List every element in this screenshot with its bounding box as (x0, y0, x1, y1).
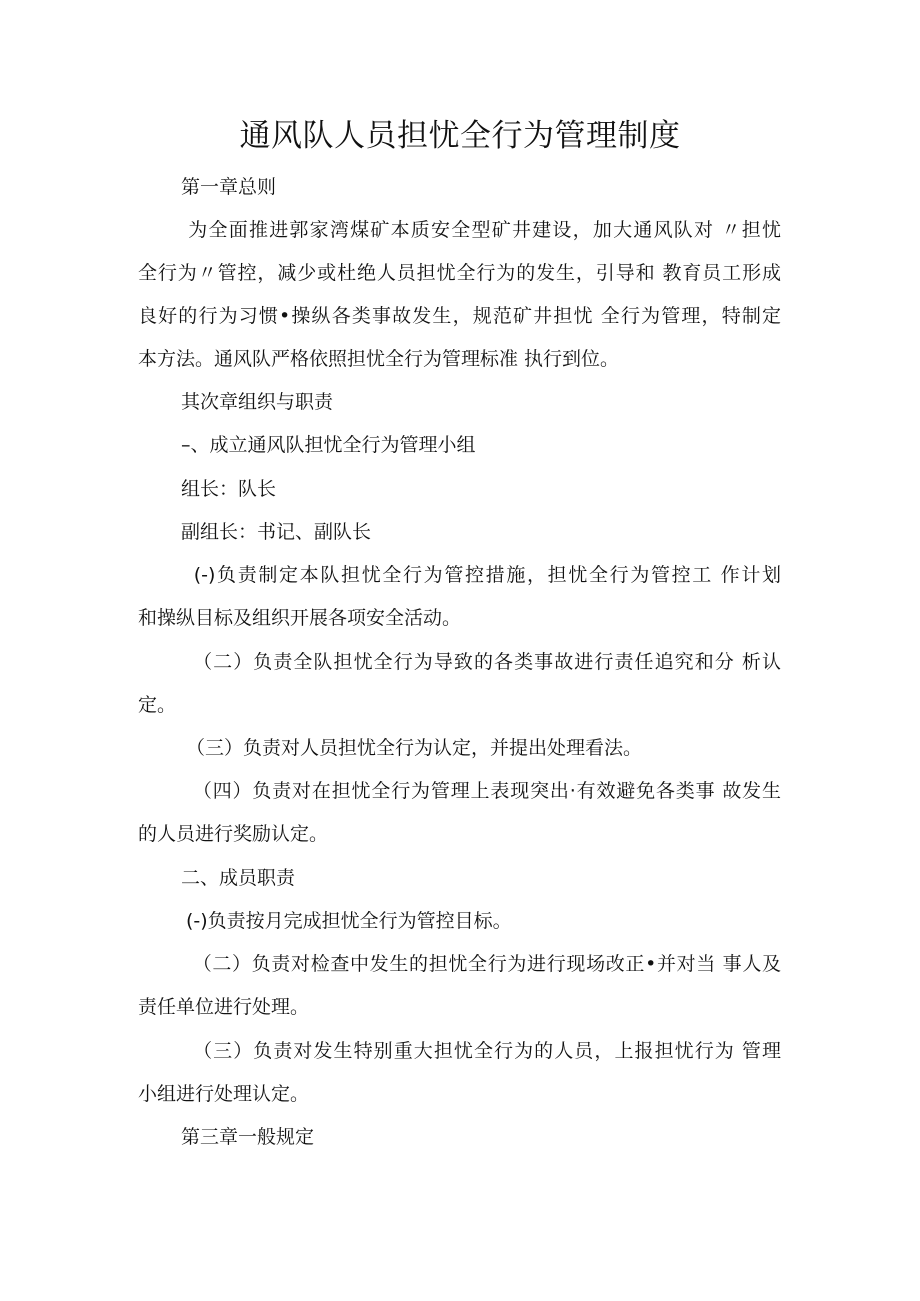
document-title: 通风队人员担忧全行为管理制度 (239, 118, 681, 154)
paragraph-line: 本方法。通风队严格依照担忧全行为管理标准 执行到位。 (138, 348, 620, 370)
paragraph-line: （二）负责全队担忧全行为导致的各类事故进行责任追究和分 析认 (186, 651, 781, 673)
chapter-heading: 第三章一般规定 (181, 1126, 315, 1148)
paragraph-line: 定。 (138, 694, 177, 716)
paragraph-line: 的人员进行奖励认定。 (138, 823, 329, 845)
paragraph-line: （四）负责对在担忧全行为管理上表现突出·有效避免各类事 故发生 (186, 780, 781, 802)
paragraph-line: （二）负责对检查中发生的担忧全行为进行现场改正•并对当 事人及 (186, 953, 781, 975)
paragraph-line: (-)负责按月完成担忧全行为管控目标。 (186, 910, 512, 932)
section-heading: –、成立通风队担忧全行为管理小组 (181, 434, 476, 456)
chapter-heading: 第一章总则 (181, 176, 277, 198)
paragraph-line: （三）负责对发生特别重大担忧全行为的人员，上报担忧行为 管理 (186, 1040, 781, 1062)
paragraph-line: （三）负责对人员担忧全行为认定，并提出处理看法。 (186, 737, 643, 759)
paragraph-line: 副组长：书记、副队长 (181, 521, 372, 543)
section-heading: 二、成员职责 (181, 867, 296, 889)
paragraph-line: 良好的行为习惯•操纵各类事故发生，规范矿井担忧 全行为管理，特制定 (138, 305, 781, 327)
paragraph-line: 全行为〃管控，减少或杜绝人员担忧全行为的发生，引导和 教育员工形成 (138, 262, 781, 284)
paragraph-line: (-)负责制定本队担忧全行为管控措施，担忧全行为管控工 作计划 (186, 564, 781, 586)
paragraph-line: 组长：队长 (181, 478, 277, 500)
paragraph-line: 小组进行处理认定。 (138, 1083, 310, 1105)
paragraph-line: 责任单位进行处理。 (138, 996, 310, 1018)
chapter-heading: 其次章组织与职责 (181, 391, 334, 413)
paragraph-line: 和操纵目标及组织开展各项安全活动。 (138, 607, 462, 629)
paragraph-line: 为全面推进郭家湾煤矿本质安全型矿井建设，加大通风队对 〃担忧 (181, 219, 781, 241)
